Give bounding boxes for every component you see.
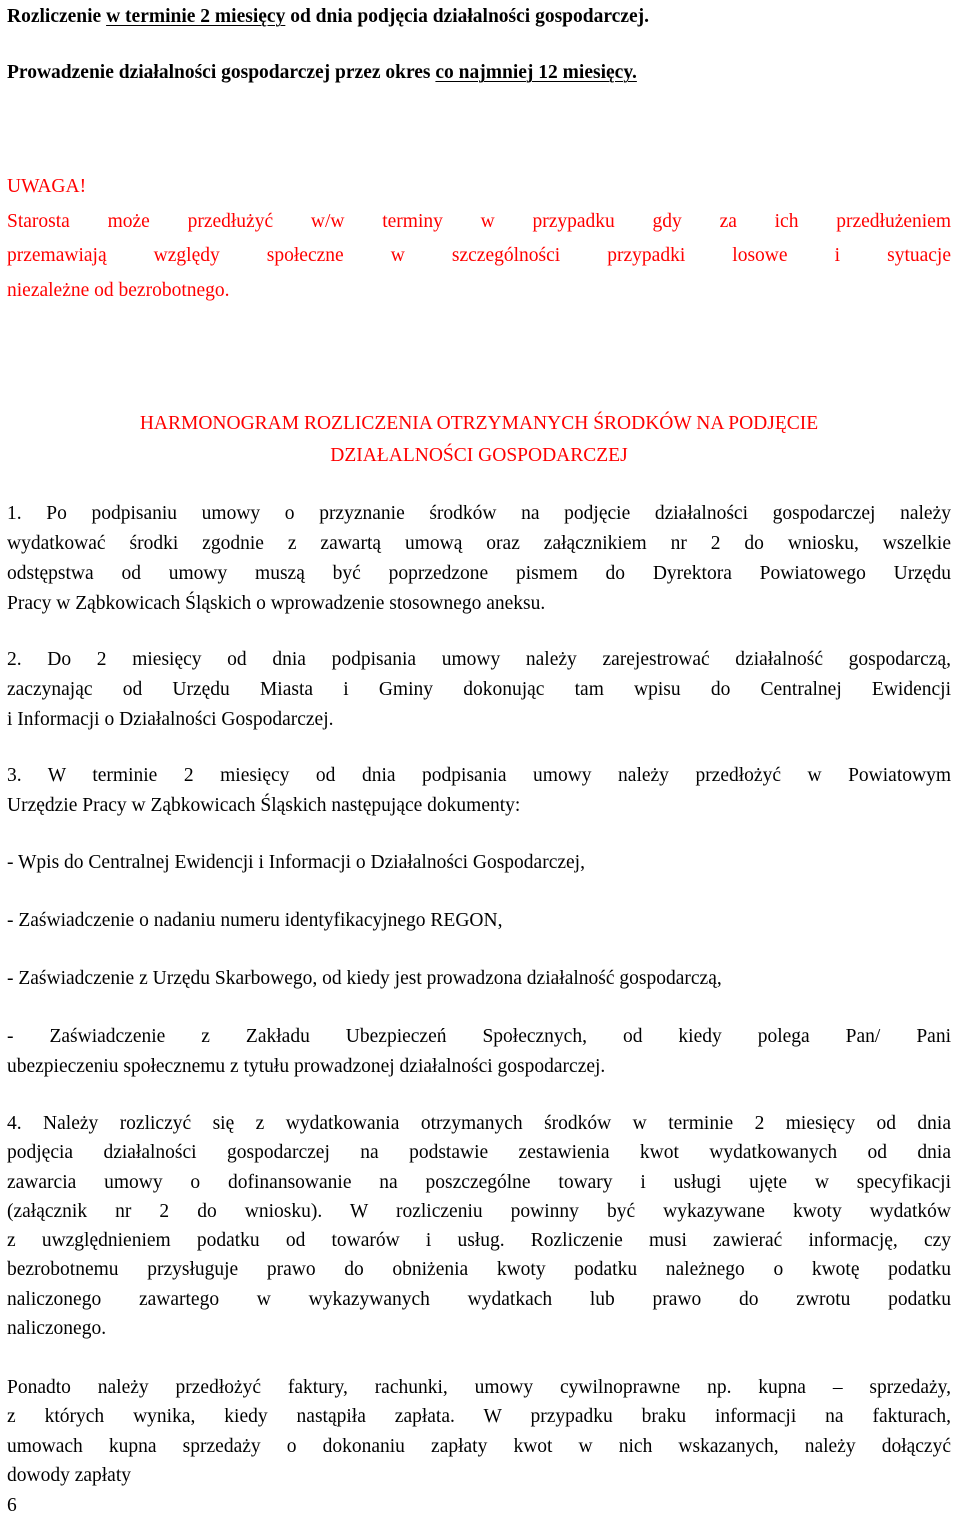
underlined-text: w terminie 2 miesięcy — [106, 6, 286, 27]
paragraph-line: naliczonego zawartego w wykazywanych wydatkach lub prawo do zwrotu podatku — [7, 1288, 951, 1310]
settlement-deadline-line — [7, 2, 951, 31]
paragraph-line: Pracy w Ząbkowicach Śląskich o wprowadzenie stosownego aneksu. — [7, 593, 546, 614]
document-item-text: ubezpieczeniu społecznemu z tytułu prowadzonej działalności gospodarczej. — [7, 1056, 606, 1077]
required-document-item — [7, 1022, 951, 1082]
paragraph-line: z uwzględnieniem podatku od towarów i usług. Rozliczenie musi zawierać informację, czy — [7, 1230, 951, 1252]
document-item-text: - Zaświadczenie o nadaniu numeru identyfikacyjnego REGON, — [7, 910, 503, 931]
business-duration-line — [7, 58, 951, 87]
section-heading — [7, 408, 951, 472]
paragraph-3 — [7, 761, 951, 821]
paragraph-line: zawarcia umowy o dofinansowanie na poszczególne towary i usługi ujęte w specyfikacji — [7, 1171, 951, 1193]
paragraph-line: z których wynika, kiedy nastąpiła zapłata. W przypadku braku informacji na fakturach, — [7, 1406, 951, 1428]
paragraph-line: Urzędzie Pracy w Ząbkowicach Śląskich następujące dokumenty: — [7, 795, 521, 816]
paragraph-line: bezrobotnemu przysługuje prawo do obniżenia kwoty podatku należnego o kwotę podatku — [7, 1259, 951, 1281]
paragraph-line: zaczynając od Urzędu Miasta i Gminy dokonując tam wpisu do Centralnej Ewidencji — [7, 679, 951, 700]
required-document-item — [7, 906, 951, 936]
document-item-text: - Zaświadczenie z Zakładu Ubezpieczeń Społecznych, od kiedy polega Pan/ Pani — [7, 1026, 951, 1047]
page-number: 6 — [7, 1495, 17, 1516]
paragraph-line: umowach kupna sprzedaży o dokonaniu zapłaty kwot w nich wskazanych, należy dołączyć — [7, 1435, 951, 1457]
warning-label: UWAGA! — [7, 176, 87, 197]
paragraph-line: wydatkować środki zgodnie z zawartą umową oraz załącznikiem nr 2 do wniosku, wszelkie — [7, 533, 951, 554]
underlined-text: co najmniej 12 miesięcy. — [435, 62, 637, 83]
heading-line: HARMONOGRAM ROZLICZENIA OTRZYMANYCH ŚRODKÓW NA PODJĘCIE — [139, 413, 819, 434]
warning-text-line: Starosta może przedłużyć w/w terminy w przypadku gdy za ich przedłużeniem — [7, 210, 951, 232]
paragraph-line: dowody zapłaty — [7, 1464, 132, 1486]
paragraph-line: podjęcia działalności gospodarczej na podstawie zestawienia kwot wydatkowanych od dnia — [7, 1142, 951, 1164]
paragraph-line: (załącznik nr 2 do wniosku). W rozliczeniu powinny być wykazywane kwoty wydatków — [7, 1200, 951, 1222]
paragraph-line: Ponadto należy przedłożyć faktury, rachunki, umowy cywilnoprawne np. kupna – sprzedaży, — [7, 1377, 951, 1398]
text-segment: Prowadzenie działalności gospodarczej przez okres — [7, 62, 436, 83]
paragraph-line: 1. Po podpisaniu umowy o przyznanie środków na podjęcie działalności gospodarczej należy — [7, 503, 951, 524]
paragraph-line: 3. W terminie 2 miesięcy od dnia podpisania umowy należy przedłożyć w Powiatowym — [7, 765, 951, 786]
document-item-text: - Wpis do Centralnej Ewidencji i Informacji o Działalności Gospodarczej, — [7, 852, 585, 873]
paragraph-4 — [7, 1109, 951, 1343]
required-document-item — [7, 848, 951, 878]
paragraph-line: i Informacji o Działalności Gospodarczej. — [7, 709, 334, 730]
text-segment: od dnia podjęcia działalności gospodarczej. — [285, 6, 649, 27]
paragraph-line: 4. Należy rozliczyć się z wydatkowania otrzymanych środków w terminie 2 miesięcy od dnia — [7, 1113, 951, 1134]
heading-line: DZIAŁALNOŚCI GOSPODARCZEJ — [330, 445, 628, 466]
warning-text-line: niezależne od bezrobotnego. — [7, 279, 230, 301]
paragraph-line: 2. Do 2 miesięcy od dnia podpisania umowy należy zarejestrować działalność gospodarczą, — [7, 649, 951, 670]
warning-text-line: przemawiają względy społeczne w szczególności przypadki losowe i sytuacje — [7, 245, 951, 266]
paragraph-line: naliczonego. — [7, 1318, 107, 1340]
required-document-item — [7, 964, 951, 994]
document-item-text: - Zaświadczenie z Urzędu Skarbowego, od kiedy jest prowadzona działalność gospodarczą, — [7, 968, 722, 989]
settlement-requirements — [7, 2, 951, 87]
paragraph-1 — [7, 499, 951, 619]
warning-block — [7, 170, 951, 308]
text-segment: Rozliczenie — [7, 6, 107, 27]
paragraph-2 — [7, 645, 951, 735]
paragraph-line: odstępstwa od umowy muszą być poprzedzone pismem do Dyrektora Powiatowego Urzędu — [7, 563, 951, 584]
paragraph-5 — [7, 1373, 951, 1490]
